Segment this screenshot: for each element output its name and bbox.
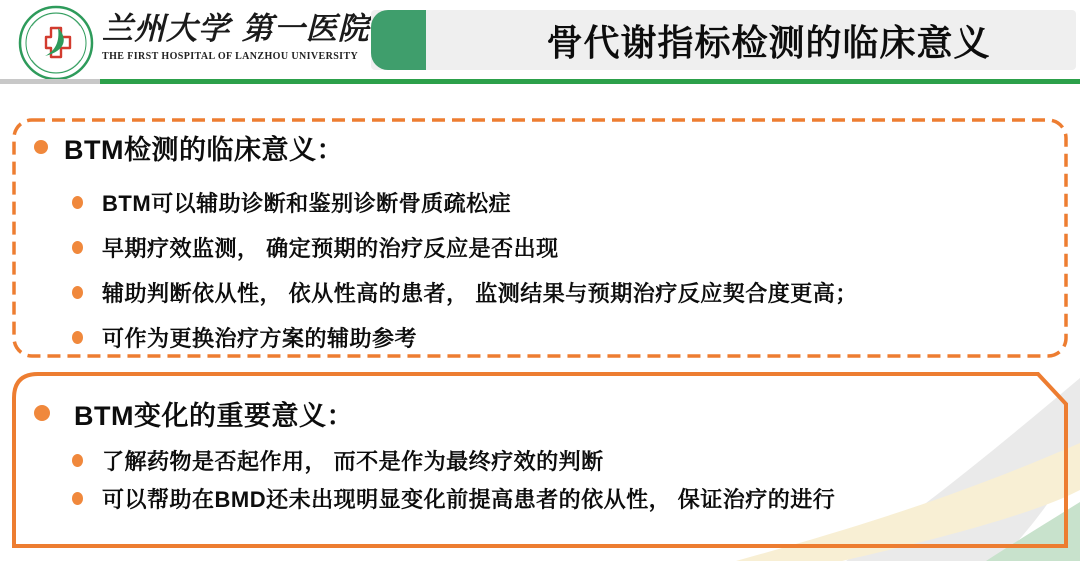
btm-change-title: BTM变化的重要意义： [74,400,354,431]
item-text: 可作为更换治疗方案的辅助参考 [102,325,418,351]
item-text: 辅助判断依从性， 依从性高的患者， 监测结果与预期治疗反应契合度更高； [102,280,858,306]
item-text: 可以帮助在BMD还未出现明显变化前提高患者的依从性， 保证治疗的进行 [102,486,836,512]
btm-detection-title: BTM检测的临床意义： [64,134,344,165]
bullet-dot-icon [72,454,83,467]
item-text: 了解药物是否起作用， 而不是作为最终疗效的判断 [102,448,604,474]
btm-detection-item-3 [72,278,858,306]
btm-change-item-2 [72,484,835,512]
hospital-name-chinese: 兰州大学 第一医院 [102,11,370,47]
bullet-dot-icon [72,331,83,344]
bullet-dot-icon [72,241,83,254]
btm-detection-item-4 [72,323,417,351]
hospital-name-english: THE FIRST HOSPITAL OF LANZHOU UNIVERSITY [102,51,359,62]
bullet-dot-icon [72,196,83,209]
btm-detection-item-2 [72,233,559,261]
item-text: BTM可以辅助诊断和鉴别诊断骨质疏松症 [102,190,512,216]
btm-change-title-row [34,398,354,431]
btm-detection-title-row [34,132,344,165]
bullet-dot-icon [72,492,83,505]
page-title: 骨代谢指标检测的临床意义 [546,21,991,63]
item-text: 早期疗效监测， 确定预期的治疗反应是否出现 [102,235,559,261]
bullet-dot-icon [34,140,48,154]
btm-change-item-1 [72,446,604,474]
bullet-dot-icon [34,405,50,421]
btm-detection-item-1 [72,188,511,216]
bullet-dot-icon [72,286,83,299]
